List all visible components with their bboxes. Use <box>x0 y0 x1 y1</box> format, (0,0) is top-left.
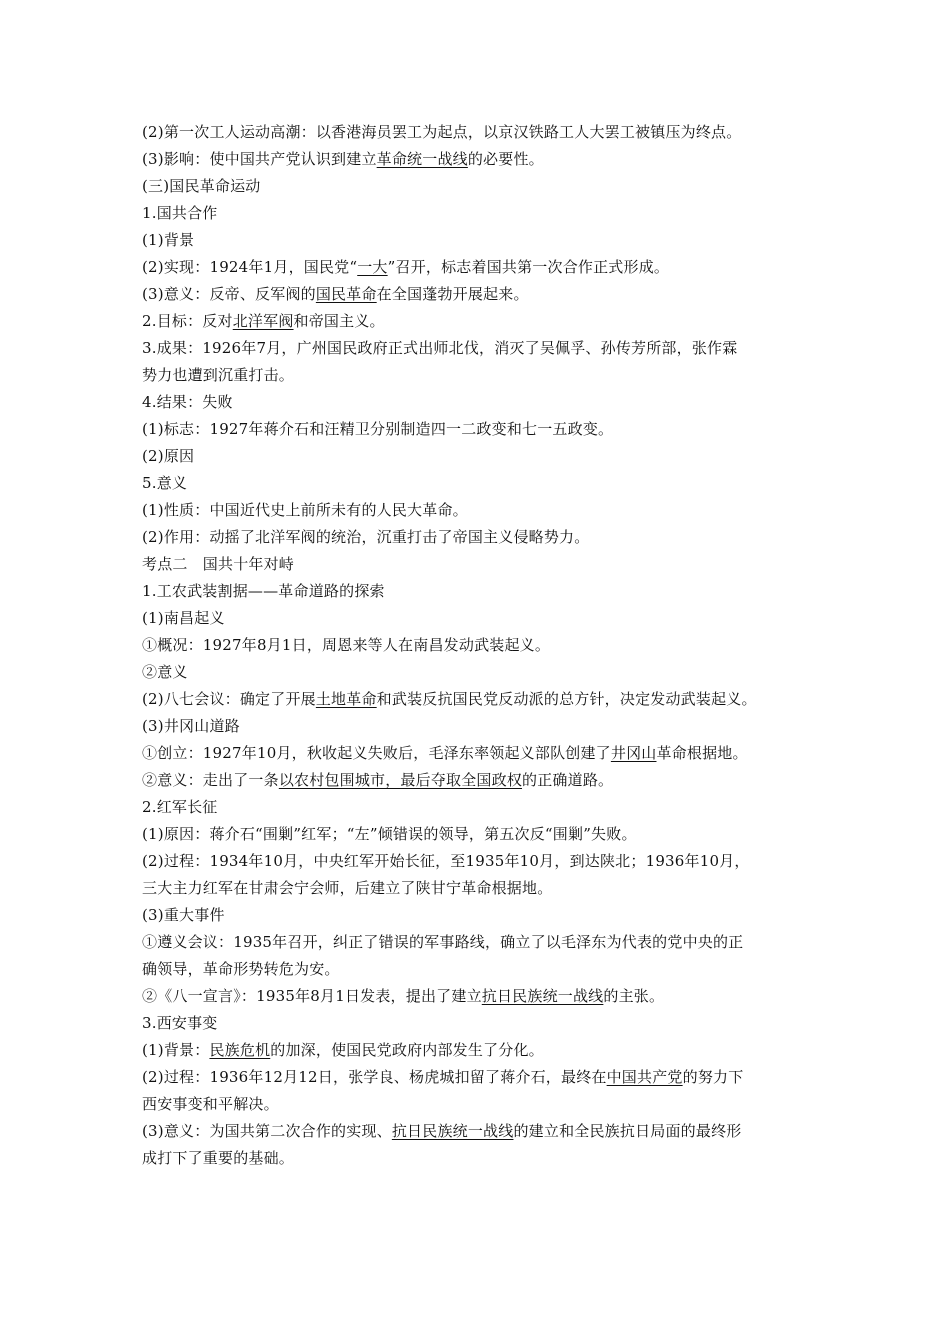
text-segment: (3)意义：反帝、反军阀的 <box>142 285 316 303</box>
text-segment: 的必要性。 <box>467 150 544 168</box>
text-segment: 的建立和全民族抗日局面的最终形 <box>513 1122 742 1140</box>
text-line <box>142 551 832 578</box>
text-segment: 西安事变和平解决。 <box>142 1095 279 1113</box>
text-line <box>142 605 832 632</box>
text-segment: (1)性质：中国近代史上前所未有的人民大革命。 <box>142 501 468 519</box>
text-segment: (2)实现：1924年1月，国民党“ <box>142 258 358 276</box>
text-segment: (1)背景： <box>142 1041 210 1059</box>
text-line <box>142 443 832 470</box>
text-segment: 3.西安事变 <box>142 1014 218 1032</box>
text-line <box>142 227 832 254</box>
text-segment: 3.成果：1926年7月，广州国民政府正式出师北伐，消灭了吴佩孚、孙传芳所部，张作霖 <box>142 339 738 357</box>
text-segment: 2.红军长征 <box>142 798 218 816</box>
text-segment: 4.结果：失败 <box>142 393 233 411</box>
text-line <box>142 281 832 308</box>
text-line <box>142 416 832 443</box>
text-segment: (3)重大事件 <box>142 906 225 924</box>
text-line <box>142 119 832 146</box>
text-segment: 1.工农武装割据——革命道路的探索 <box>142 582 385 600</box>
text-line <box>142 686 832 713</box>
text-line <box>142 1064 832 1091</box>
text-segment: 考点二 国共十年对峙 <box>142 555 295 573</box>
underlined-key-term: 民族危机 <box>209 1041 271 1059</box>
text-line <box>142 578 832 605</box>
text-line <box>142 740 832 767</box>
text-segment: ②意义 <box>142 663 188 681</box>
text-segment: ②意义：走出了一条 <box>142 771 279 789</box>
text-segment: ①概况：1927年8月1日，周恩来等人在南昌发动武装起义。 <box>142 636 551 654</box>
text-line <box>142 389 832 416</box>
text-line <box>142 902 832 929</box>
text-segment: 和帝国主义。 <box>293 312 385 330</box>
text-line <box>142 659 832 686</box>
text-segment: (2)八七会议：确定了开展 <box>142 690 316 708</box>
text-segment: (1)背景 <box>142 231 195 249</box>
text-line <box>142 1091 832 1118</box>
text-segment: (三)国民革命运动 <box>142 177 261 195</box>
text-line <box>142 848 832 875</box>
underlined-key-term: 抗日民族统一战线 <box>481 987 604 1005</box>
text-segment: 的正确道路。 <box>522 771 614 789</box>
text-line <box>142 308 832 335</box>
text-segment: ②《八一宣言》：1935年8月1日发表，提出了建立 <box>142 987 482 1005</box>
text-line <box>142 146 832 173</box>
text-line <box>142 497 832 524</box>
text-line <box>142 173 832 200</box>
text-segment: 的加深，使国民党政府内部发生了分化。 <box>270 1041 544 1059</box>
text-segment: ①遵义会议：1935年召开，纠正了错误的军事路线，确立了以毛泽东为代表的党中央的正 <box>142 933 744 951</box>
underlined-key-term: 土地革命 <box>315 690 377 708</box>
text-line <box>142 983 832 1010</box>
text-segment: ”召开，标志着国共第一次合作正式形成。 <box>387 258 670 276</box>
text-segment: 的主张。 <box>603 987 665 1005</box>
text-line <box>142 200 832 227</box>
underlined-key-term: 国民革命 <box>315 285 377 303</box>
underlined-key-term: 井冈山 <box>610 744 657 762</box>
text-line <box>142 956 832 983</box>
text-line <box>142 875 832 902</box>
text-segment: 势力也遭到沉重打击。 <box>142 366 295 384</box>
text-segment: 确领导，革命形势转危为安。 <box>142 960 340 978</box>
text-line <box>142 767 832 794</box>
text-segment: (1)原因：蒋介石“围剿”红军；“左”倾错误的领导，第五次反“围剿”失败。 <box>142 825 637 843</box>
text-segment: (1)南昌起义 <box>142 609 225 627</box>
text-segment: 1.国共合作 <box>142 204 218 222</box>
text-segment: 在全国蓬勃开展起来。 <box>376 285 529 303</box>
text-segment: (2)第一次工人运动高潮：以香港海员罢工为起点，以京汉铁路工人大罢工被镇压为终点。 <box>142 123 742 141</box>
text-line <box>142 335 832 362</box>
text-segment: 和武装反抗国民党反动派的总方针，决定发动武装起义。 <box>376 690 757 708</box>
text-line <box>142 929 832 956</box>
underlined-key-term: 以农村包围城市，最后夺取全国政权 <box>278 771 523 789</box>
underlined-key-term: 北洋军阀 <box>232 312 294 330</box>
text-line <box>142 794 832 821</box>
text-line <box>142 1037 832 1064</box>
text-segment: (3)意义：为国共第二次合作的实现、 <box>142 1122 392 1140</box>
text-segment: ①创立：1927年10月，秋收起义失败后，毛泽东率领起义部队创建了 <box>142 744 611 762</box>
text-line <box>142 1010 832 1037</box>
text-line <box>142 470 832 497</box>
text-line <box>142 362 832 389</box>
underlined-key-term: 中国共产党 <box>606 1068 683 1086</box>
text-segment: (2)原因 <box>142 447 195 465</box>
text-segment: 成打下了重要的基础。 <box>142 1149 295 1167</box>
text-segment: (2)作用：动摇了北洋军阀的统治，沉重打击了帝国主义侵略势力。 <box>142 528 590 546</box>
text-segment: 革命根据地。 <box>656 744 748 762</box>
text-line <box>142 1118 832 1145</box>
text-segment: (1)标志：1927年蒋介石和汪精卫分别制造四一二政变和七一五政变。 <box>142 420 614 438</box>
text-segment: (2)过程：1934年10月，中央红军开始长征，至1935年10月，到达陕北；1936年10月， <box>142 852 750 870</box>
underlined-key-term: 抗日民族统一战线 <box>391 1122 514 1140</box>
text-segment: 三大主力红军在甘肃会宁会师，后建立了陕甘宁革命根据地。 <box>142 879 553 897</box>
text-line <box>142 821 832 848</box>
text-line <box>142 254 832 281</box>
text-line <box>142 524 832 551</box>
text-segment: (2)过程：1936年12月12日，张学良、杨虎城扣留了蒋介石，最终在 <box>142 1068 607 1086</box>
text-segment: 的努力下 <box>682 1068 744 1086</box>
text-line <box>142 713 832 740</box>
text-line <box>142 1145 832 1172</box>
document-body <box>142 119 832 1172</box>
underlined-key-term: 革命统一战线 <box>376 150 468 168</box>
text-line <box>142 632 832 659</box>
text-segment: (3)影响：使中国共产党认识到建立 <box>142 150 377 168</box>
underlined-key-term: 一大 <box>357 258 388 276</box>
text-segment: (3)井冈山道路 <box>142 717 240 735</box>
text-segment: 5.意义 <box>142 474 188 492</box>
text-segment: 2.目标：反对 <box>142 312 233 330</box>
